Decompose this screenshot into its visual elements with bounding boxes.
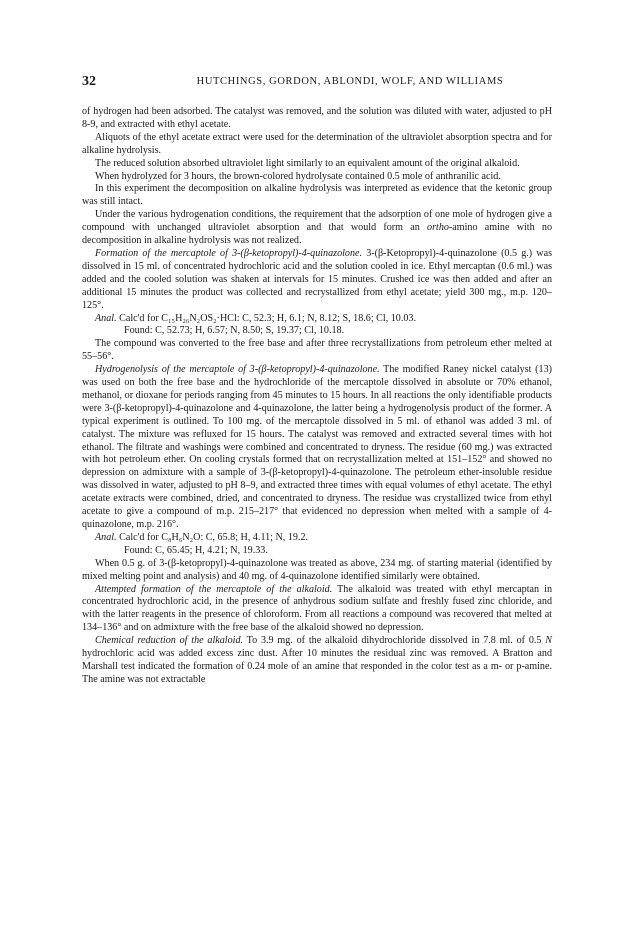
italic-term: N <box>545 635 552 647</box>
paragraph-6: Under the various hydrogenation conditions, the requirement that the adsorption of one mole of hydrogen give a compound with unchanged ultraviolet absorption and that would form an ortho-amino amine with no decomposition in alkaline hydrolysis was not realized. <box>82 209 552 247</box>
analysis-label: Anal. <box>95 312 117 324</box>
section-heading: Hydrogenolysis of the mercaptole of 3-(β-ketopropyl)-4-quinazolone. <box>95 364 380 376</box>
section-heading: Formation of the mercaptole of 3-(β-ketopropyl)-4-quinazolone. <box>95 247 363 259</box>
paragraph-starting-material: When 0.5 g. of 3-(β-ketopropyl)-4-quinazolone was treated as above, 234 mg. of starting material (identified by mixed melting point and analysis) and 40 mg. of 4-quinazolone identified similarly were obtained. <box>82 557 552 582</box>
analysis-label: Anal. <box>95 531 117 543</box>
paragraph-5: In this experiment the decomposition on alkaline hydrolysis was interpreted as evidence that the ketonic group was still intact. <box>82 183 552 208</box>
analysis-calculated-2: Anal. Calc'd for C₈H₆N₂O: C, 65.8; H, 4.11; N, 19.2. <box>95 531 309 543</box>
paragraph-4: When hydrolyzed for 3 hours, the brown-colored hydrolysate contained 0.5 mole of anthranilic acid. <box>95 170 501 182</box>
paragraph-3: The reduced solution absorbed ultraviolet light similarly to an equivalent amount of the original alkaloid. <box>95 157 520 169</box>
page-number: 32 <box>82 74 96 89</box>
section-mercaptole-formation: Formation of the mercaptole of 3-(β-ketopropyl)-4-quinazolone. 3-(β-Ketopropyl)-4-quinazolone (0.5 g.) was dissolved in 15 ml. of concentrated hydrochloric acid and the solution cooled in ice. Ethyl mercaptan (0.6 ml.) was added and the cooled solution was shaken at intervals for 15 minutes. Crushed ice was then added and after an additional 15 minutes the product was collected and recrystallized from ethyl acetate; yield 300 mg., m.p. 120–125°. <box>82 247 553 311</box>
section-heading: Chemical reduction of the alkaloid. <box>95 635 244 647</box>
paragraph-free-base: The compound was converted to the free base and after three recrystallizations from petroleum ether melted at 55–56°. <box>82 338 552 363</box>
analysis-calculated-1: Anal. Calc'd for C₁₅H₂₆N₂OS₂·HCl: C, 52.3; H, 6.1; N, 8.12; S, 18.6; Cl, 10.03. <box>95 312 416 324</box>
section-hydrogenolysis: Hydrogenolysis of the mercaptole of 3-(β-ketopropyl)-4-quinazolone. The modified Raney nickel catalyst (13) was used on both the free base and the hydrochloride of the mercaptole dissolved in absolute or 70% ethanol, methanol, or dioxane for periods ranging from 45 minutes to 15 hours. In all reactions the only identifiable products were 3-(β-ketopropyl)-4-quinazolone and 4-quinazolone, the latter being a hydrogenolysis product of the former. A typical experiment is outlined. To 100 mg. of the mercaptole dissolved in 5 ml. of ethanol was added 3 ml. of catalyst. The mixture was refluxed for 15 hours. The catalyst was removed and extracted several times with hot ethanol. The filtrate and washings were combined and concentrated to dryness. The residue (60 mg.) was extracted with hot petroleum ether. On cooling crystals formed that on recrystallization melted at 151–152° and showed no depression on admixture with a sample of 3-(β-ketopropyl)-4-quinazolone. The petroleum ether-insoluble residue was dissolved in water, adjusted to pH 8–9, and extracted three times with equal volumes of ethyl acetate. The ethyl acetate extracts were combined, dried, and concentrated to dryness. The residue was crystallized twice from ethyl acetate to give a compound of m.p. 215–217° that evidenced no depression when melted with a sample of 4-quinazolone, m.p. 216°. <box>82 364 552 530</box>
paragraph-2: Aliquots of the ethyl acetate extract were used for the determination of the ultraviolet absorption spectra and for alkaline hydrolysis. <box>82 131 552 156</box>
page-header <box>82 74 552 90</box>
article-body <box>82 106 552 687</box>
section-chemical-reduction: Chemical reduction of the alkaloid. To 3.9 mg. of the alkaloid dihydrochloride dissolved in 7.8 ml. of 0.5 N hydrochloric acid was added excess zinc dust. After 10 minutes the residual zinc was removed. A Bratton and Marshall test indicated the formation of 0.24 mole of an amine that responded in the color test as a m- or p-amine. The amine was not extractable <box>82 635 552 685</box>
running-head: HUTCHINGS, GORDON, ABLONDI, WOLF, AND WILLIAMS <box>196 76 504 87</box>
section-attempted-formation: Attempted formation of the mercaptole of the alkaloid. The alkaloid was treated with ethyl mercaptan in concentrated hydrochloric acid, in the presence of anhydrous sodium sulfate and freshly fused zinc chloride, and with the latter reagents in the presence of chloroform. From all reactions a compound was recovered that melted at 134–136° and on admixture with the free base of the alkaloid showed no depression. <box>82 583 552 634</box>
paragraph-1: of hydrogen had been adsorbed. The catalyst was removed, and the solution was diluted with water, adjusted to pH 8-9, and extracted with ethyl acetate. <box>82 106 552 130</box>
section-heading: Attempted formation of the mercaptole of the alkaloid. <box>95 583 333 595</box>
analysis-found-2: Found: C, 65.45; H, 4.21; N, 19.33. <box>124 544 268 556</box>
italic-term: ortho <box>427 222 449 234</box>
analysis-found-1: Found: C, 52.73; H, 6.57; N, 8.50; S, 19.37; Cl, 10.18. <box>124 325 345 337</box>
